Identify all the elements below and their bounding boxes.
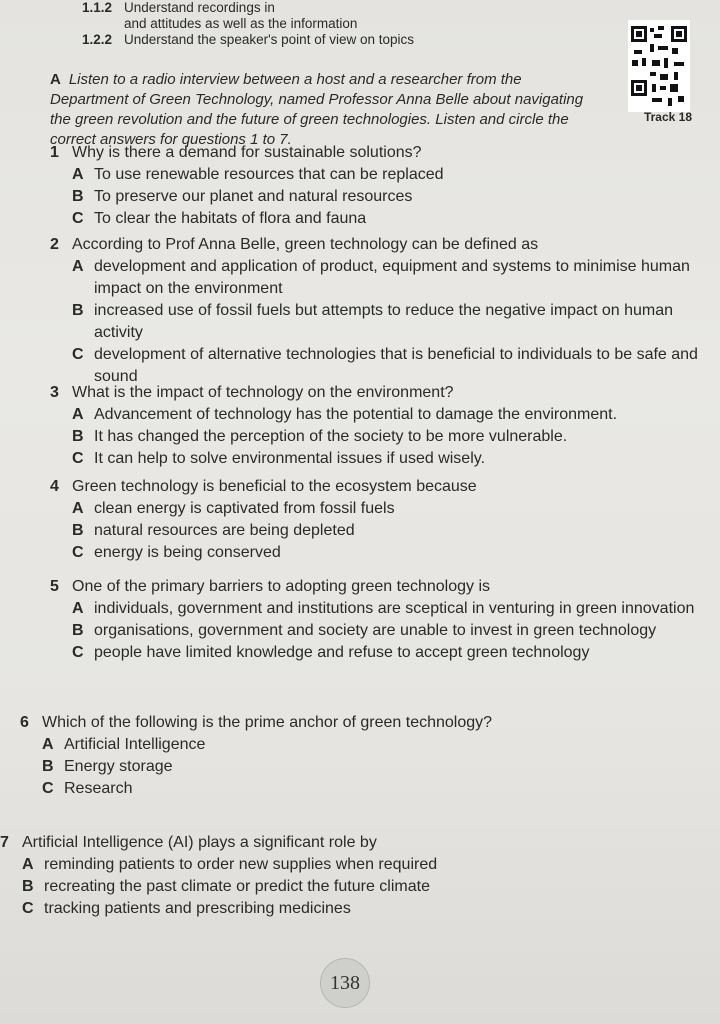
- question-4: [50, 476, 710, 564]
- option-letter: B: [72, 188, 84, 205]
- option-text: energy is being conserved: [94, 544, 281, 561]
- option-letter: C: [42, 780, 54, 797]
- question-number: 5: [50, 578, 59, 595]
- option-letter: B: [72, 428, 84, 445]
- option-a[interactable]: [72, 404, 710, 426]
- option-text: Energy storage: [64, 758, 173, 775]
- option-a[interactable]: [72, 256, 710, 300]
- option-letter: C: [72, 644, 84, 661]
- question-text: One of the primary barriers to adopting green technology is: [72, 578, 491, 595]
- option-text: people have limited knowledge and refuse to accept green technology: [94, 644, 590, 661]
- option-b[interactable]: [72, 520, 710, 542]
- page-number: 138: [320, 958, 370, 1008]
- question-6: [20, 712, 680, 800]
- question-2: [50, 234, 710, 388]
- option-text: reminding patients to order new supplies when required: [44, 856, 438, 873]
- option-text: increased use of fossil fuels but attempts to reduce the negative impact on human activity: [94, 302, 673, 341]
- option-b[interactable]: [72, 620, 710, 642]
- option-a[interactable]: [72, 164, 710, 186]
- option-a[interactable]: [72, 498, 710, 520]
- option-text: It has changed the perception of the society to be more vulnerable.: [94, 428, 568, 445]
- question-text: What is the impact of technology on the environment?: [72, 384, 454, 401]
- option-letter: A: [72, 600, 84, 617]
- standard-text: Understand the speaker's point of view on topics: [124, 32, 414, 47]
- option-c[interactable]: [72, 208, 710, 230]
- option-text: It can help to solve environmental issues if used wisely.: [94, 450, 486, 467]
- option-a[interactable]: [22, 854, 660, 876]
- question-5: [50, 576, 710, 664]
- standard-code: 1.2.2: [82, 32, 113, 47]
- option-text: Advancement of technology has the potential to damage the environment.: [94, 406, 618, 423]
- option-b[interactable]: [72, 300, 710, 344]
- option-text: organisations, government and society are unable to invest in green technology: [94, 622, 657, 639]
- option-letter: A: [72, 406, 84, 423]
- question-text: Artificial Intelligence (AI) plays a significant role by: [22, 834, 377, 851]
- question-text: According to Prof Anna Belle, green technology can be defined as: [72, 236, 539, 253]
- option-letter: C: [22, 900, 34, 917]
- question-3: [50, 382, 710, 470]
- standard-text: and attitudes as well as the information: [124, 16, 358, 31]
- option-c[interactable]: [42, 778, 680, 800]
- option-text: clean energy is captivated from fossil fuels: [94, 500, 395, 517]
- standard-code: 1.1.2: [82, 0, 113, 15]
- option-letter: A: [72, 500, 84, 517]
- option-text: development of alternative technologies that is beneficial to individuals to be safe and sound: [94, 346, 698, 385]
- question-number: 4: [50, 478, 59, 495]
- option-b[interactable]: [72, 186, 710, 208]
- option-text: tracking patients and prescribing medicines: [44, 900, 351, 917]
- option-a[interactable]: [72, 598, 710, 620]
- option-text: To use renewable resources that can be replaced: [94, 166, 444, 183]
- option-text: Artificial Intelligence: [64, 736, 206, 753]
- option-c[interactable]: [72, 542, 710, 564]
- instructions: [50, 70, 595, 150]
- option-text: Research: [64, 780, 133, 797]
- option-text: development and application of product, equipment and systems to minimise human impact on the environment: [94, 258, 690, 297]
- option-text: recreating the past climate or predict the future climate: [44, 878, 430, 895]
- option-c[interactable]: [22, 898, 660, 920]
- question-number: 1: [50, 144, 59, 161]
- option-c[interactable]: [72, 642, 710, 664]
- question-number: 7: [0, 834, 9, 851]
- option-letter: B: [42, 758, 54, 775]
- question-text: Which of the following is the prime anchor of green technology?: [42, 714, 493, 731]
- option-b[interactable]: [72, 426, 710, 448]
- option-letter: C: [72, 544, 84, 561]
- option-letter: C: [72, 346, 84, 363]
- option-letter: A: [22, 856, 34, 873]
- option-letter: A: [42, 736, 54, 753]
- option-text: natural resources are being depleted: [94, 522, 355, 539]
- option-letter: B: [72, 622, 84, 639]
- option-letter: C: [72, 210, 84, 227]
- option-text: individuals, government and institutions are sceptical in venturing in green innovation: [94, 600, 695, 617]
- option-b[interactable]: [22, 876, 660, 898]
- option-text: To clear the habitats of flora and fauna: [94, 210, 367, 227]
- question-text: Why is there a demand for sustainable solutions?: [72, 144, 422, 161]
- option-c[interactable]: [72, 448, 710, 470]
- question-text: Green technology is beneficial to the ecosystem because: [72, 478, 477, 495]
- option-a[interactable]: [42, 734, 680, 756]
- option-letter: C: [72, 450, 84, 467]
- option-letter: A: [72, 166, 84, 183]
- learning-standards-header: [82, 0, 602, 48]
- option-letter: B: [72, 522, 84, 539]
- option-b[interactable]: [42, 756, 680, 778]
- question-1: [50, 142, 710, 230]
- question-7: [0, 832, 660, 920]
- question-number: 2: [50, 236, 59, 253]
- instructions-text: Listen to a radio interview between a host and a researcher from the Department of Green Technology, named Professor Anna Belle about navigating the green revolution and the future of green technologies. Listen and circle the correct answers for questions 1 to 7.: [50, 71, 584, 148]
- question-number: 3: [50, 384, 59, 401]
- qr-code[interactable]: [628, 20, 690, 112]
- option-letter: B: [22, 878, 34, 895]
- option-letter: B: [72, 302, 84, 319]
- standard-text: Understand recordings in: [124, 0, 275, 15]
- option-letter: A: [72, 258, 84, 275]
- option-text: To preserve our planet and natural resources: [94, 188, 413, 205]
- question-number: 6: [20, 714, 29, 731]
- section-letter: A: [50, 71, 61, 88]
- track-label: Track 18: [643, 110, 692, 124]
